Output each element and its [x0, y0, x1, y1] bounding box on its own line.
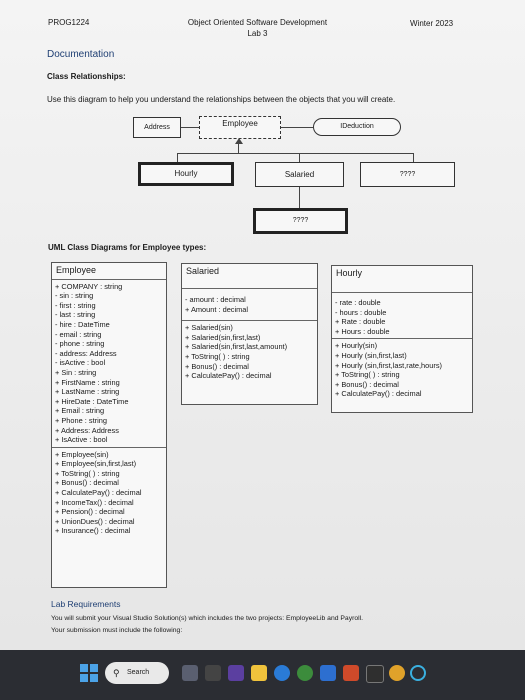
uml-member: + Hourly (sin,first,last,rate,hours): [335, 360, 442, 370]
uml-member: + Amount : decimal: [185, 304, 249, 314]
unknown-box-1: [360, 162, 455, 187]
term: Winter 2023: [410, 19, 454, 28]
unknown-box-2: [253, 208, 348, 234]
section-title: Documentation: [47, 49, 115, 60]
uml-member: + LastName : string: [55, 387, 120, 397]
connector-employee-down: [238, 144, 239, 153]
salaried-methods: [182, 321, 317, 383]
app-icon[interactable]: [366, 665, 384, 683]
course-code: PROG1224: [48, 18, 90, 27]
uml-member: - address: Address: [55, 348, 117, 358]
app-icon[interactable]: [343, 665, 359, 681]
connector-address-employee: [181, 127, 199, 128]
uml-member: + HireDate : DateTime: [55, 396, 129, 406]
uml-member: + Salaried(sin,first,last,amount): [185, 342, 288, 352]
employee-label: Employee: [222, 119, 258, 128]
address-box: [133, 117, 181, 138]
uml-member: - hire : DateTime: [55, 319, 110, 329]
uml-member: - email : string: [55, 329, 102, 339]
uml-member: + Bonus() : decimal: [335, 379, 399, 389]
uml-heading: UML Class Diagrams for Employee types:: [48, 243, 207, 252]
employee-box: [199, 116, 281, 139]
uml-member: + ToString( ) : string: [335, 370, 400, 380]
uml-member: - amount : decimal: [185, 295, 246, 304]
employee-methods: [52, 448, 166, 538]
hourly-class-diagram: [331, 265, 473, 413]
edge-icon[interactable]: [274, 665, 290, 681]
app-icon[interactable]: [228, 665, 244, 681]
hourly-methods: [332, 339, 472, 401]
address-label: Address: [144, 124, 170, 131]
hourly-box: [138, 162, 234, 186]
uml-member: + Rate : double: [335, 317, 386, 327]
app-icon[interactable]: [410, 665, 426, 681]
inheritance-arrow-icon: [235, 138, 243, 144]
uml-member: + Phone : string: [55, 415, 107, 425]
uml-member: + CalculatePay() : decimal: [335, 389, 422, 399]
employee-class-diagram: [51, 262, 167, 588]
uml-member: + Employee(sin): [55, 449, 109, 459]
task-view-icon[interactable]: [182, 665, 198, 681]
windows-start-icon[interactable]: [80, 664, 98, 682]
file-explorer-icon[interactable]: [251, 665, 267, 681]
class-relationships-heading: Class Relationships:: [47, 72, 126, 81]
uml-member: - rate : double: [335, 298, 381, 307]
lab-requirements-line1: You will submit your Visual Studio Solution(s) which includes the two projects: EmployeeLib and Payroll.: [51, 615, 364, 622]
uml-member: + CalculatePay() : decimal: [55, 488, 142, 498]
uml-member: + COMPANY : string: [55, 281, 123, 291]
lab-requirements-heading: Lab Requirements: [51, 599, 121, 609]
uml-member: + IncomeTax() : decimal: [55, 497, 134, 507]
app-icon[interactable]: [389, 665, 405, 681]
instruction-text: Use this diagram to help you understand the relationships between the objects that you will create.: [47, 95, 396, 104]
uml-member: + Insurance() : decimal: [55, 526, 131, 536]
uml-member: + Bonus() : decimal: [55, 478, 119, 488]
uml-member: + Salaried(sin,first,last): [185, 332, 261, 342]
uml-member: - sin : string: [55, 291, 94, 301]
uml-member: + Employee(sin,first,last): [55, 459, 137, 469]
search-icon: ⚲: [113, 668, 120, 678]
hourly-class-name: Hourly: [332, 266, 472, 293]
taskbar: [0, 650, 525, 700]
uml-member: + Hourly(sin): [335, 341, 378, 351]
uml-member: - hours : double: [335, 307, 387, 317]
uml-member: + FirstName : string: [55, 377, 120, 387]
ideduction-label: IDeduction: [340, 123, 374, 130]
salaried-class-name: Salaried: [182, 264, 317, 289]
uml-member: + Sin : string: [55, 367, 97, 377]
uml-member: - phone : string: [55, 339, 105, 349]
unknown-label-2: ????: [292, 217, 309, 224]
uml-member: + CalculatePay() : decimal: [185, 371, 272, 381]
uml-member: + Pension() : decimal: [55, 507, 125, 517]
salaried-fields: [182, 289, 317, 321]
app-icon[interactable]: [320, 665, 336, 681]
uml-member: + Email : string: [55, 406, 105, 416]
search-label: Search: [127, 669, 150, 676]
uml-member: - isActive : bool: [55, 358, 106, 368]
hourly-fields: [332, 293, 472, 339]
chrome-icon[interactable]: [297, 665, 313, 681]
taskbar-search[interactable]: [105, 662, 169, 684]
unknown-label-1: ????: [399, 171, 416, 178]
uml-member: - last : string: [55, 310, 96, 320]
ideduction-box: [313, 118, 401, 136]
uml-member: + Address: Address: [55, 425, 119, 435]
lab-number: Lab 3: [247, 29, 268, 38]
uml-member: + UnionDues() : decimal: [55, 516, 135, 526]
salaried-box: [255, 162, 344, 187]
hourly-label: Hourly: [174, 169, 198, 178]
course-title: Object Oriented Software Development: [187, 18, 328, 27]
employee-fields: [52, 280, 166, 448]
app-icon[interactable]: [205, 665, 221, 681]
uml-member: + Bonus() : decimal: [185, 361, 249, 371]
uml-member: + ToString( ) : string: [185, 351, 250, 361]
uml-member: + Salaried(sin): [185, 323, 233, 333]
salaried-label: Salaried: [284, 170, 315, 179]
uml-member: - first : string: [55, 300, 96, 310]
uml-member: + Hours : double: [335, 326, 390, 336]
lab-requirements-line2: Your submission must include the following:: [51, 627, 183, 634]
uml-member: + Hourly (sin,first,last): [335, 350, 407, 360]
connector-employee-ideduction: [281, 127, 313, 128]
connector-horizontal: [177, 153, 414, 154]
connector-salaried-down: [299, 187, 300, 209]
uml-member: + ToString( ) : string: [55, 468, 120, 478]
employee-class-name: Employee: [52, 263, 166, 280]
salaried-class-diagram: [181, 263, 318, 405]
uml-member: + IsActive : bool: [55, 435, 108, 445]
